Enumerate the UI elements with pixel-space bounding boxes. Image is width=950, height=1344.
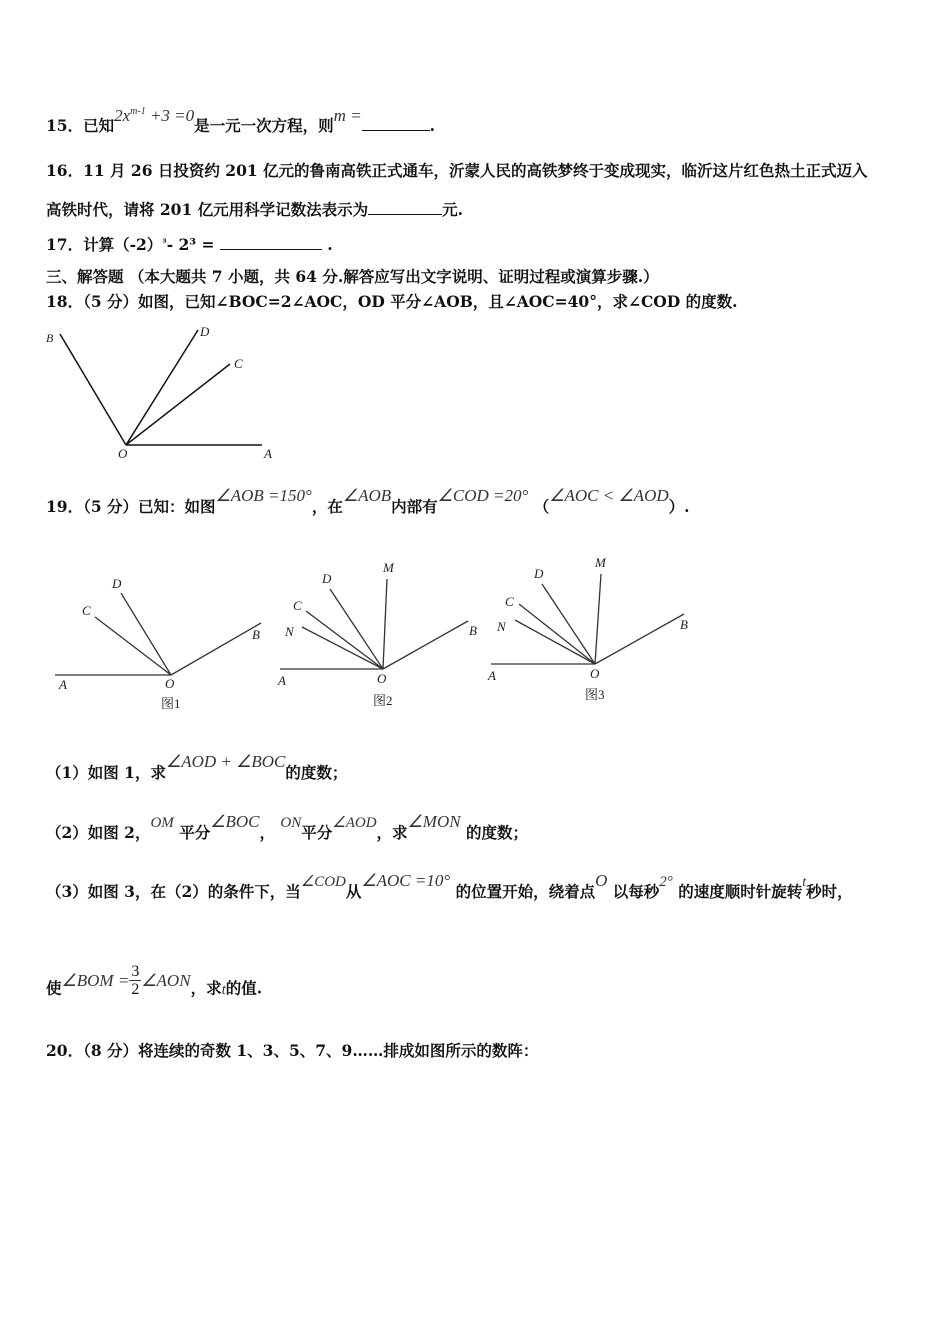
label-B: B [252,627,260,642]
part-3: （3）如图 3，在（2）的条件下，当∠COD从∠AOC =10° 的位置开始，绕着点O 以每秒2° 的速度顺时针旋转t秒时， [46,871,853,901]
label-O: O [118,446,128,461]
question-17: 17．计算$(-2)^{^3}-$ 2³ = . [46,235,333,254]
answer-blank[interactable] [220,233,322,250]
label-B: B [469,623,477,638]
label-C: C [82,603,91,618]
answer-blank[interactable] [362,114,430,131]
figure-2 [272,555,492,715]
question-19: 19．（5 分）已知：如图∠AOB =150°，在∠AOB内部有∠COD =20° （∠AOC < ∠AOD）. [46,486,690,516]
question-16-line1: 16．11 月 26 日投资约 201 亿元的鲁南高铁正式通车，沂蒙人民的高铁梦终于变成现实，临沂这片红色热土正式迈入 [46,161,868,180]
question-16-line2: 高铁时代，请将 201 亿元用科学记数法表示为 元. [46,200,464,219]
label-B: B [680,617,688,632]
label-N: N [285,624,294,639]
label-A: A [278,673,286,688]
label-A: A [488,668,496,683]
ray-OC [126,364,230,445]
figure-q18 [40,320,290,470]
label-N: N [497,619,506,634]
figure-caption: 图1 [161,696,181,711]
label-D: D [200,324,210,339]
label-D: D [534,566,544,581]
figure-3 [483,550,703,710]
figure-caption: 图3 [585,687,605,702]
label-M: M [383,560,394,575]
figure-1 [55,565,270,715]
label-O: O [377,671,387,686]
question-18: 18．（5 分）如图，已知∠BOC=2∠AOC，OD 平分∠AOB，且∠AOC=40°，求∠COD 的度数. [46,292,738,311]
label-M: M [595,555,606,570]
label-O: O [165,676,175,691]
label-C: C [293,598,302,613]
label-B: B [46,331,54,345]
label-D: D [112,576,122,591]
ray-OD [126,330,198,445]
ray-OB [60,334,126,445]
label-O: O [590,666,600,681]
label-C: C [234,356,243,371]
label-A: A [59,677,67,692]
figure-caption: 图2 [373,693,393,708]
fraction-3-2: $\frac{3}{2}$ [131,963,140,998]
question-15: 15．已知$2x^{m-1} +3 =0$是一元一次方程，则m =. [46,106,436,135]
part-2: （2）如图 2，OM 平分∠BOC， ON平分∠AOD，求∠MON 的度数； [46,812,528,842]
label-A: A [264,446,272,461]
part-3-condition: 使∠BOM = $\frac{3}{2}$ ∠AON，求t的值. [46,963,263,998]
equation: $2x^{m-1} +3 =0$ [114,106,195,125]
part-1: （1）如图 1，求∠AOD + ∠BOC的度数； [46,752,348,782]
label-D: D [322,571,332,586]
answer-blank[interactable] [368,198,442,215]
question-20: 20．（8 分）将连续的奇数 1、3、5、7、9……排成如图所示的数阵： [46,1041,539,1060]
section-heading: 三、解答题 （本大题共 7 小题，共 64 分.解答应写出文字说明、证明过程或演算步骤.） [46,267,659,286]
label-C: C [505,594,514,609]
